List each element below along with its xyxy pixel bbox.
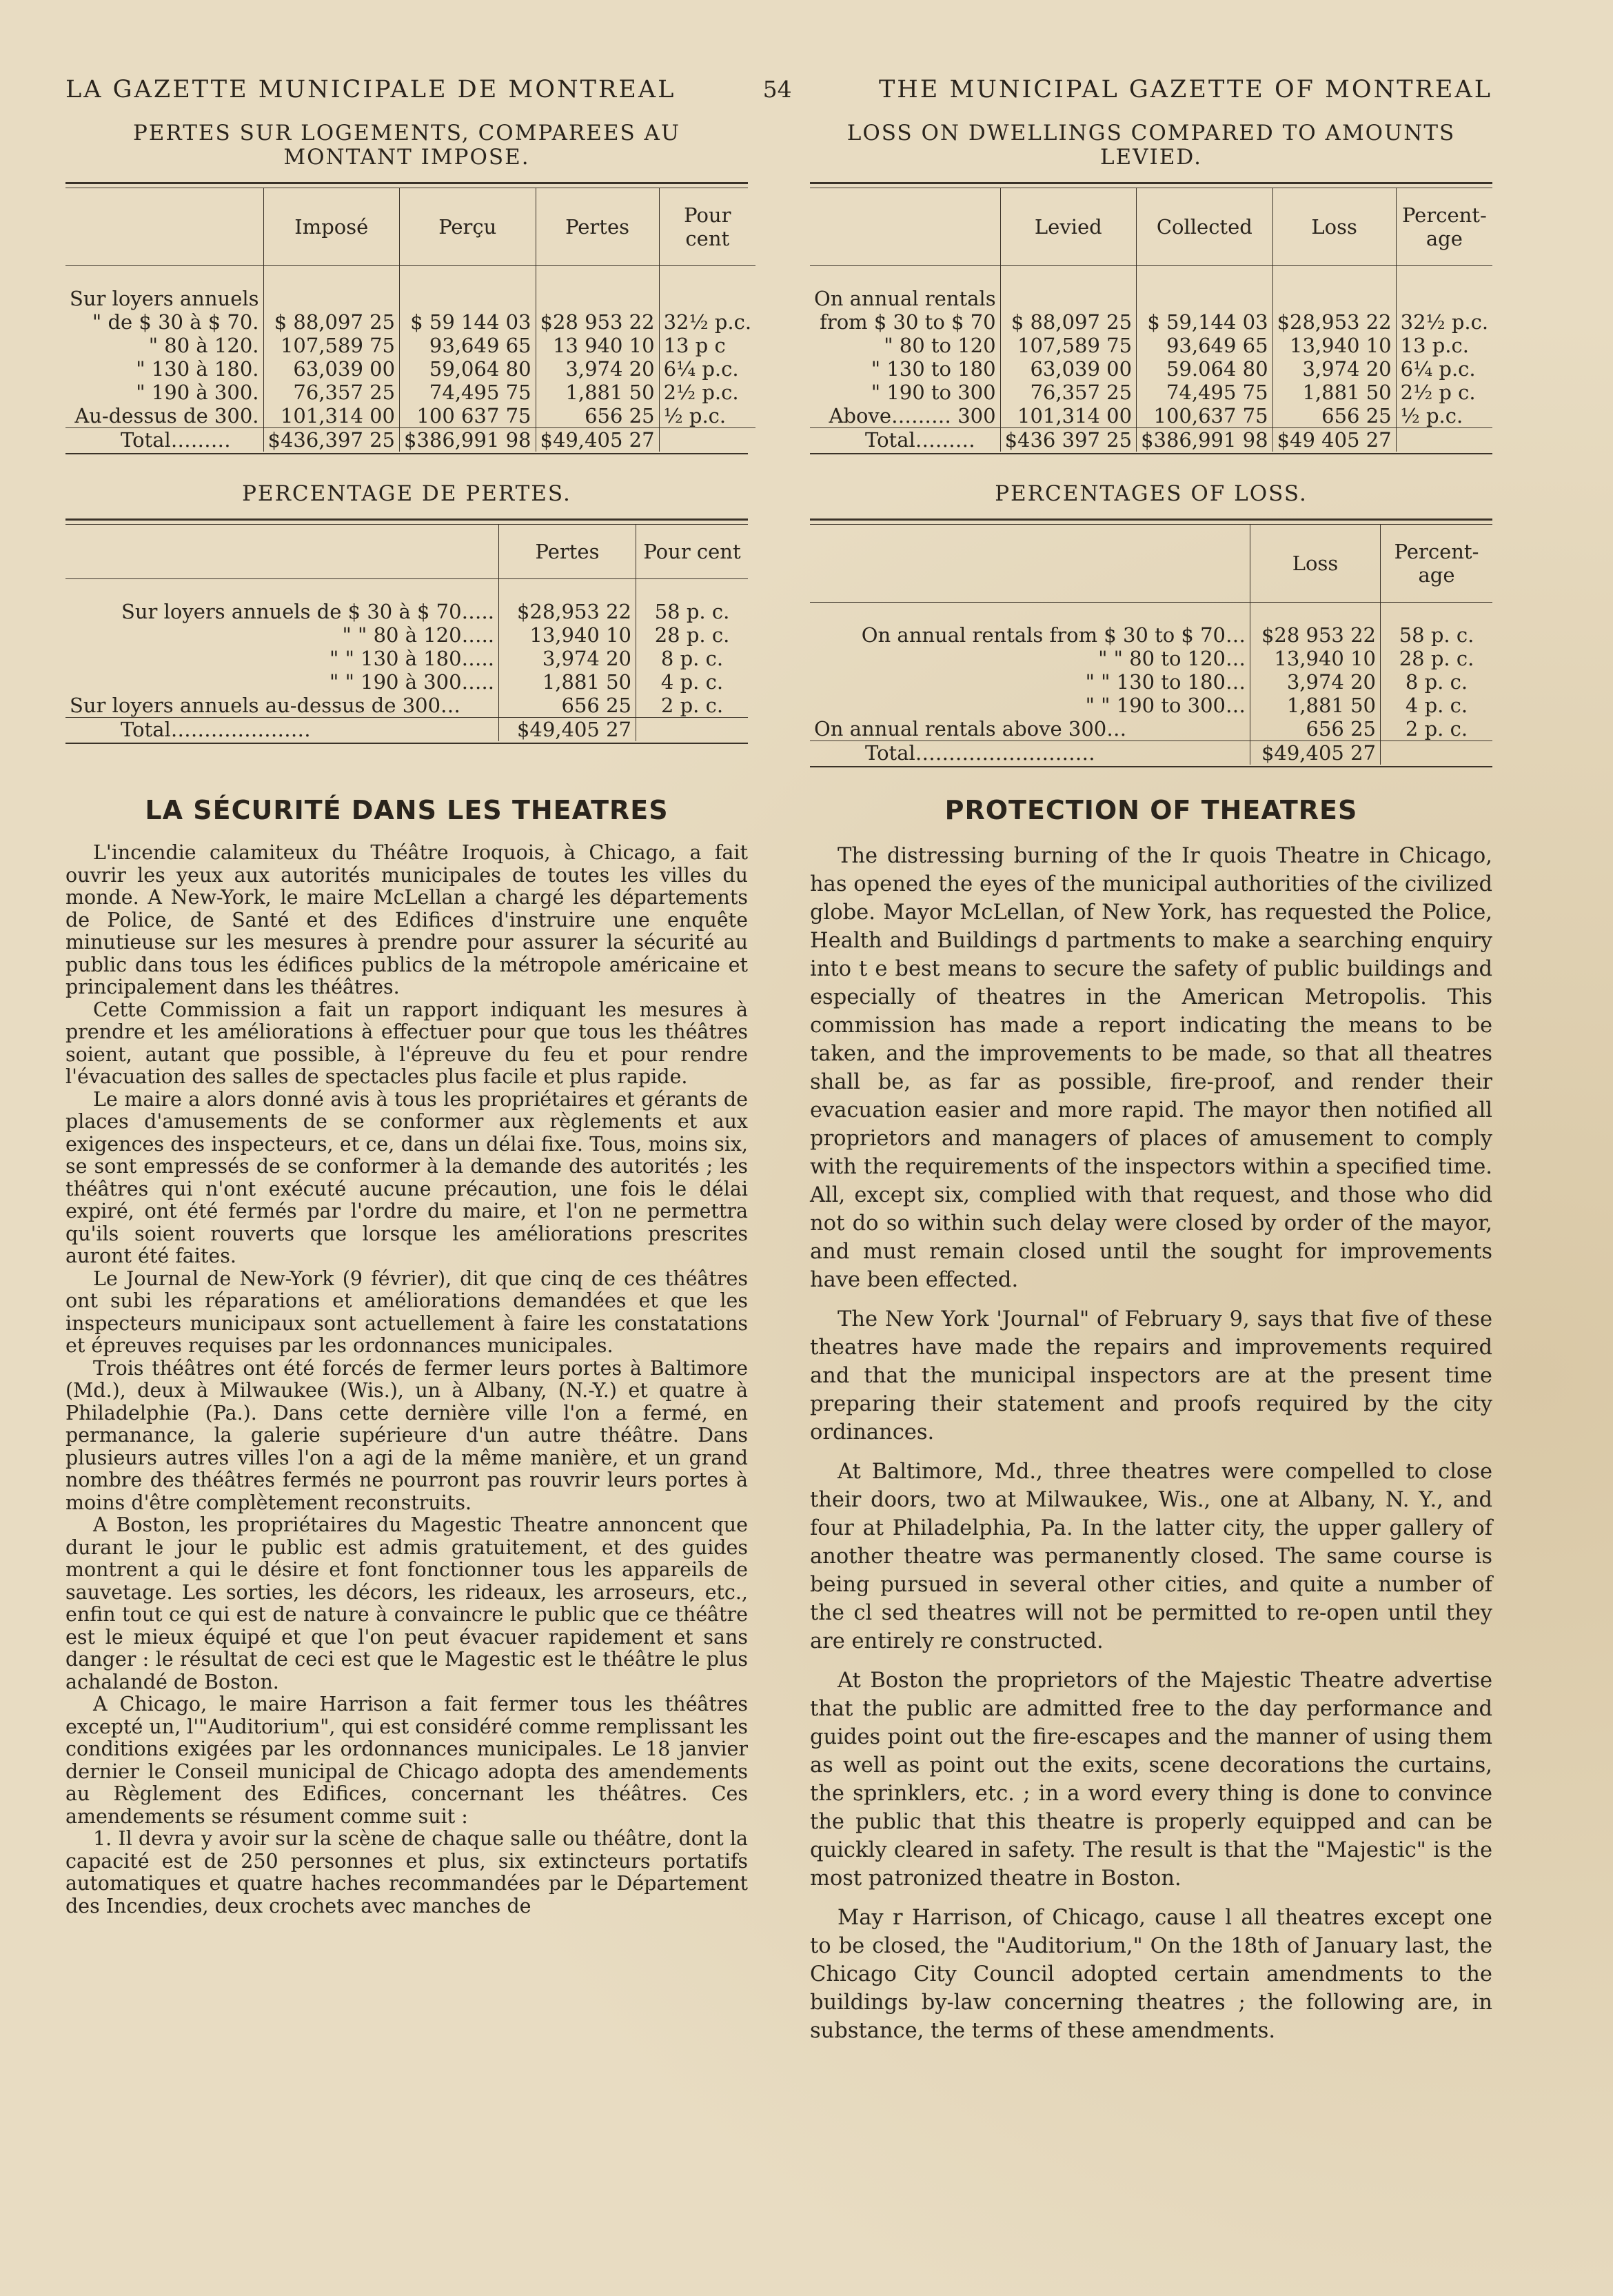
divider — [65, 182, 748, 188]
en-article-title: PROTECTION OF THEATRES — [944, 795, 1358, 825]
table-cell: Above……… 300 — [829, 404, 996, 427]
column-header: Perçu — [400, 188, 536, 266]
paragraph: A Chicago, le maire Harrison a fait fermer tous les théâtres excepté un, l'"Auditorium", qui est considéré comme remplissant les conditions exigées par les ordonnances municipales. Le 18 janvier dernier le Conseil municipal de Chicago adopta des amendements au Règlement des Edifices, concernant les théâtres. Ces amendements se résument comme suit : — [65, 1693, 748, 1828]
table-cell: 2½ p.c. — [659, 381, 755, 404]
table-cell: 2½ p c. — [1396, 381, 1492, 404]
table-row — [810, 647, 1492, 670]
en-table-2 — [810, 454, 1492, 767]
table-row — [65, 694, 748, 718]
paragraph: The New York 'Journal" of February 9, says that five of these theatres have made the repairs and improvements required and that the municipal inspectors are at the present time preparing their statement and proofs required by the city ordinances. — [810, 1307, 1492, 1444]
table-total-row — [65, 718, 748, 742]
column-header — [810, 525, 1250, 603]
articles-row — [65, 767, 1492, 2056]
en-table-2-caption: PERCENTAGES OF LOSS. — [995, 481, 1308, 506]
group-label: On annual rentals — [814, 287, 996, 310]
column-header: Percent-age — [1381, 525, 1493, 603]
table-cell: On annual rentals from $ 30 to $ 70… — [861, 623, 1246, 647]
table-header-row — [65, 188, 755, 266]
table-cell: 59.064 80 — [1137, 357, 1273, 381]
column-header: Loss — [1272, 188, 1396, 266]
table-cell: " 190 to 300 — [871, 381, 996, 404]
paragraph: At Baltimore, Md., three theatres were compelled to close their doors, two at Milwaukee, Wis., one at Albany, N. Y., and four at Philadelphia, Pa. In the latter city, the upper gallery of another theatre was permanently closed. The same course is being pursued in several other cities, and quite a number of the cl sed theatres will not be permitted to re-open until they are entirely re constructed. — [810, 1460, 1492, 1653]
table-cell: 76,357 25 — [1000, 381, 1137, 404]
table-cell: " 80 to 120 — [884, 334, 996, 357]
divider — [65, 518, 748, 525]
en-table-1 — [810, 103, 1492, 454]
fr-article-title: LA SÉCURITÉ DANS LES THEATRES — [145, 795, 669, 825]
table-row — [65, 287, 755, 310]
table-cell: Sur loyers annuels au-dessus de 300… — [70, 694, 461, 717]
table-cell: 28 p. c. — [1381, 647, 1493, 670]
paragraph: May r Harrison, of Chicago, cause l all theatres except one to be closed, the "Auditorium," On the 18th of January last, the Chicago City Council adopted certain amendments to the buildings by-law concerning theatres ; the following are, in substance, the terms of these amendments. — [810, 1906, 1492, 2043]
table-row — [65, 670, 748, 694]
table-cell: $ 88,097 25 — [1000, 310, 1137, 334]
table-cell: $386,991 98 — [400, 428, 536, 452]
table-cell: $ 59 144 03 — [400, 310, 536, 334]
table-cell: " " 190 à 300….. — [329, 670, 494, 694]
divider — [65, 743, 748, 744]
table-cell: 107,589 75 — [1000, 334, 1137, 357]
table-cell: 107,589 75 — [263, 334, 400, 357]
page-header — [65, 76, 1492, 103]
table-cell: 59,064 80 — [400, 357, 536, 381]
column-header: Pertes — [536, 188, 659, 266]
table-cell: 4 p. c. — [636, 670, 749, 694]
table-row — [810, 357, 1492, 381]
table-cell: $49,405 27 — [1250, 741, 1381, 765]
table-cell: 4 p. c. — [1381, 694, 1493, 717]
column-header: Pour cent — [659, 188, 755, 266]
column-header: Levied — [1000, 188, 1137, 266]
table-cell: $28,953 22 — [499, 600, 636, 623]
table-cell: 13,940 10 — [1272, 334, 1396, 357]
table-cell: 101,314 00 — [263, 404, 400, 428]
table-cell: 3,974 20 — [499, 647, 636, 670]
table-cell: 74,495 75 — [400, 381, 536, 404]
fr-table-1 — [65, 103, 752, 454]
table-row — [810, 381, 1492, 404]
column-header — [65, 188, 263, 266]
paragraph: L'incendie calamiteux du Théâtre Iroquois, à Chicago, a fait ouvrir les yeux aux autorités municipales de toutes les villes du monde. A New-York, le maire McLellan a chargé les départements de Police, de Santé et des Edifices d'instruire une enquête minutieuse sur les mesures à prendre pour assurer la sécurité au public dans tous les édifices publics de la métropole américaine et principalement dans les théâtres. — [65, 841, 748, 998]
table-row — [810, 310, 1492, 334]
divider — [810, 518, 1492, 525]
table-cell: 13,940 10 — [1250, 647, 1381, 670]
total-label: Total……… — [65, 428, 263, 452]
table-cell: " " 80 à 120….. — [342, 623, 494, 647]
table-cell: $49,405 27 — [499, 718, 636, 742]
table-cell: 1,881 50 — [1272, 381, 1396, 404]
table-cell: 76,357 25 — [263, 381, 400, 404]
table-row — [65, 310, 755, 334]
fr-table-1-caption: PERTES SUR LOGEMENTS, COMPAREES AU MONTANT IMPOSE. — [132, 121, 681, 170]
table-cell: $ 59,144 03 — [1137, 310, 1273, 334]
table-cell: 32½ p.c. — [659, 310, 755, 334]
table-cell — [636, 718, 749, 742]
table-cell: 656 25 — [536, 404, 659, 428]
table-cell — [659, 428, 755, 452]
table-cell: 58 p. c. — [636, 600, 749, 623]
table-cell: $436,397 25 — [263, 428, 400, 452]
total-label: Total……………………… — [810, 741, 1250, 765]
table-row — [810, 670, 1492, 694]
table-row — [810, 623, 1492, 647]
table-cell: 8 p. c. — [636, 647, 749, 670]
table-cell: " " 80 to 120… — [1098, 647, 1246, 670]
table-cell: 93,649 65 — [1137, 334, 1273, 357]
table-cell: 32½ p.c. — [1396, 310, 1492, 334]
table-cell: $49 405 27 — [1272, 428, 1396, 452]
fr-table-2-caption: PERCENTAGE DE PERTES. — [242, 481, 571, 506]
table-cell: 8 p. c. — [1381, 670, 1493, 694]
table-row — [810, 717, 1492, 741]
table-cell: $28,953 22 — [1272, 310, 1396, 334]
table-header-row — [810, 188, 1492, 266]
column-header: Collected — [1137, 188, 1273, 266]
table-row — [65, 404, 755, 428]
paragraph: Cette Commission a fait un rapport indiquant les mesures à prendre et les améliorations à effectuer pour que tous les théâtres soient, autant que possible, à l'épreuve du feu et pour rendre l'évacuation des salles de spectacles plus facile et plus rapide. — [65, 998, 748, 1088]
table-cell: $386,991 98 — [1137, 428, 1273, 452]
table-row — [65, 334, 755, 357]
table-cell: Sur loyers annuels de $ 30 à $ 70….. — [121, 600, 494, 623]
table-cell: 3,974 20 — [536, 357, 659, 381]
table-cell: 656 25 — [1250, 717, 1381, 741]
en-percentage-table — [810, 525, 1492, 765]
table-row — [65, 381, 755, 404]
table-row — [810, 694, 1492, 717]
table-row — [65, 623, 748, 647]
tables-row-2 — [65, 454, 1492, 767]
table-cell: 656 25 — [499, 694, 636, 718]
table-total-row — [810, 741, 1492, 765]
header-title-en: THE MUNICIPAL GAZETTE OF MONTREAL — [878, 76, 1492, 103]
column-header — [65, 525, 499, 579]
column-header: Pertes — [499, 525, 636, 579]
table-cell: 93,649 65 — [400, 334, 536, 357]
table-cell: " 130 à 180. — [136, 357, 259, 381]
column-header: Imposé — [263, 188, 400, 266]
page-number: 54 — [762, 76, 792, 103]
table-cell: 74,495 75 — [1137, 381, 1273, 404]
table-cell: 2 p. c. — [1381, 717, 1493, 741]
table-row — [65, 357, 755, 381]
table-cell: 1,881 50 — [499, 670, 636, 694]
table-row — [810, 287, 1492, 310]
table-cell: $49,405 27 — [536, 428, 659, 452]
en-article — [810, 767, 1492, 2056]
paragraph: Trois théâtres ont été forcés de fermer leurs portes à Baltimore (Md.), deux à Milwaukee (Wis.), un à Albany, (N.-Y.) et quatre à Philadelphie (Pa.). Dans cette dernière ville l'on a fermé, en permanance, la galerie supérieure d'un autre théâtre. Dans plusieurs autres villes l'on a agi de la même manière, et un grand nombre des théâtres fermés ne pourront pas rouvrir leurs portes à moins d'être complètement reconstruits. — [65, 1356, 748, 1514]
total-label: Total………………… — [65, 718, 499, 742]
table-cell: ½ p.c. — [659, 404, 755, 428]
fr-article — [65, 767, 748, 2056]
table-cell: " de $ 30 à $ 70. — [92, 310, 259, 334]
table-cell: " " 190 to 300… — [1085, 694, 1246, 717]
fr-loss-table — [65, 188, 755, 452]
table-cell: from $ 30 to $ 70 — [820, 310, 996, 334]
tables-row-1 — [65, 103, 1492, 454]
table-header-row — [65, 525, 748, 579]
total-label: Total……… — [810, 428, 1000, 452]
table-cell: 6¼ p.c. — [659, 357, 755, 381]
table-cell — [1396, 428, 1492, 452]
table-cell: $28 953 22 — [536, 310, 659, 334]
paragraph: Le maire a alors donné avis à tous les propriétaires et gérants de places d'amusements de se conformer aux règlements et aux exigences des inspecteurs, et ce, dans un délai fixe. Tous, moins six, se sont empressés de se conformer à la demande des autorités ; les théâtres qui n'ont exécuté aucune précaution, une fois le délai expiré, ont été fermés par l'ordre du maire, et l'on ne permettra qu'ils soient rouverts que lorsque les améliorations prescrites auront été faites. — [65, 1087, 748, 1267]
table-cell: 28 p. c. — [636, 623, 749, 647]
group-label: Sur loyers annuels — [70, 287, 259, 310]
paragraph: A Boston, les propriétaires du Magestic Theatre annoncent que durant le jour le public est admis gratuitement, et des guides montrent a qui le désire et font fonctionner tous les appareils de sauvetage. Les sorties, les décors, les rideaux, les arroseurs, etc., enfin tout ce qui est de nature à convaincre le public que ce théâtre est le mieux équipé et que l'on peut évacuer rapidement et sans danger : le résultat de ceci est que le Magestic est le théâtre le plus achalandé de Boston. — [65, 1513, 748, 1693]
column-header: Pour cent — [636, 525, 749, 579]
table-cell: 100,637 75 — [1137, 404, 1273, 428]
paragraph: Le Journal de New-York (9 février), dit que cinq de ces théâtres ont subi les réparations et améliorations demandées et que les inspecteurs municipaux sont actuellement à faire les constatations et épreuves requises par les ordonnances municipales. — [65, 1267, 748, 1357]
table-cell: $28 953 22 — [1250, 623, 1381, 647]
table-row — [810, 404, 1492, 428]
paragraph: At Boston the proprietors of the Majestic Theatre advertise that the public are admitted free to the day performance and guides point out the fire-escapes and the manner of using them as well as point out the exits, scene decorations the curtains, the sprinklers, etc. ; in a word every thing is done to convince the public that this theatre is properly equipped and can be quickly cleared in safety. The result is that the "Majestic" is the most patronized theatre in Boston. — [810, 1669, 1492, 1891]
column-header: Percent-age — [1396, 188, 1492, 266]
table-cell: " " 130 à 180….. — [329, 647, 494, 670]
table-cell: 63,039 00 — [1000, 357, 1137, 381]
table-cell: On annual rentals above 300… — [814, 717, 1127, 741]
table-row — [810, 334, 1492, 357]
table-cell: 1,881 50 — [536, 381, 659, 404]
table-cell: " 190 à 300. — [136, 381, 259, 404]
table-cell: 13 p c — [659, 334, 755, 357]
table-cell: 656 25 — [1272, 404, 1396, 428]
table-cell: 3,974 20 — [1272, 357, 1396, 381]
table-cell: 13 p.c. — [1396, 334, 1492, 357]
paragraph: The distressing burning of the Ir quois Theatre in Chicago, has opened the eyes of the municipal authorities of the civilized globe. Mayor McLellan, of New York, has requested the Police, Health and Buildings d partments to make a searching enquiry into t e best means to secure the safety of public buildings and especially of theatres in the American Metropolis. This commission has made a report indicating the means to be taken, and the improvements to be made, so that all theatres shall be, as far as possible, fire-proof, and render their evacuation easier and more rapid. The mayor then notified all proprietors and managers of places of amusement to comply with the requirements of the inspectors within a specified time. All, except six, complied with that request, and those who did not do so within such delay were closed by order of the mayor, and must remain closed until the sought for improvements have been effected. — [810, 844, 1492, 1292]
table-cell: 6¼ p.c. — [1396, 357, 1492, 381]
table-cell: $ 88,097 25 — [263, 310, 400, 334]
table-row — [65, 647, 748, 670]
table-cell: 2 p. c. — [636, 694, 749, 718]
table-row — [65, 600, 748, 623]
table-cell: 3,974 20 — [1250, 670, 1381, 694]
table-cell: 100 637 75 — [400, 404, 536, 428]
table-cell: 1,881 50 — [1250, 694, 1381, 717]
table-cell: 101,314 00 — [1000, 404, 1137, 428]
table-cell: " 80 à 120. — [148, 334, 259, 357]
table-total-row — [65, 428, 755, 452]
en-table-1-caption: LOSS ON DWELLINGS COMPARED TO AMOUNTS LEVIED. — [846, 121, 1456, 170]
divider — [810, 182, 1492, 188]
table-cell: 13 940 10 — [536, 334, 659, 357]
table-total-row — [810, 428, 1492, 452]
paragraph: 1. Il devra y avoir sur la scène de chaque salle ou théâtre, dont la capacité est de 250 personnes et plus, six extincteurs portatifs automatiques et quatre haches recommandées par le Département des Incendies, deux crochets avec manches de — [65, 1827, 748, 1917]
fr-table-2 — [65, 454, 748, 767]
table-header-row — [810, 525, 1492, 603]
table-cell: " 130 to 180 — [871, 357, 996, 381]
column-header — [810, 188, 1000, 266]
header-title-fr: LA GAZETTE MUNICIPALE DE MONTREAL — [65, 76, 676, 103]
column-header: Loss — [1250, 525, 1381, 603]
fr-percentage-table — [65, 525, 748, 741]
table-cell: 58 p. c. — [1381, 623, 1493, 647]
table-cell — [1381, 741, 1493, 765]
table-cell: ½ p.c. — [1396, 404, 1492, 428]
table-cell: " " 130 to 180… — [1085, 670, 1246, 694]
table-cell: 13,940 10 — [499, 623, 636, 647]
table-cell: $436 397 25 — [1000, 428, 1137, 452]
table-cell: 63,039 00 — [263, 357, 400, 381]
table-cell: Au-dessus de 300. — [74, 404, 259, 427]
en-loss-table — [810, 188, 1492, 452]
